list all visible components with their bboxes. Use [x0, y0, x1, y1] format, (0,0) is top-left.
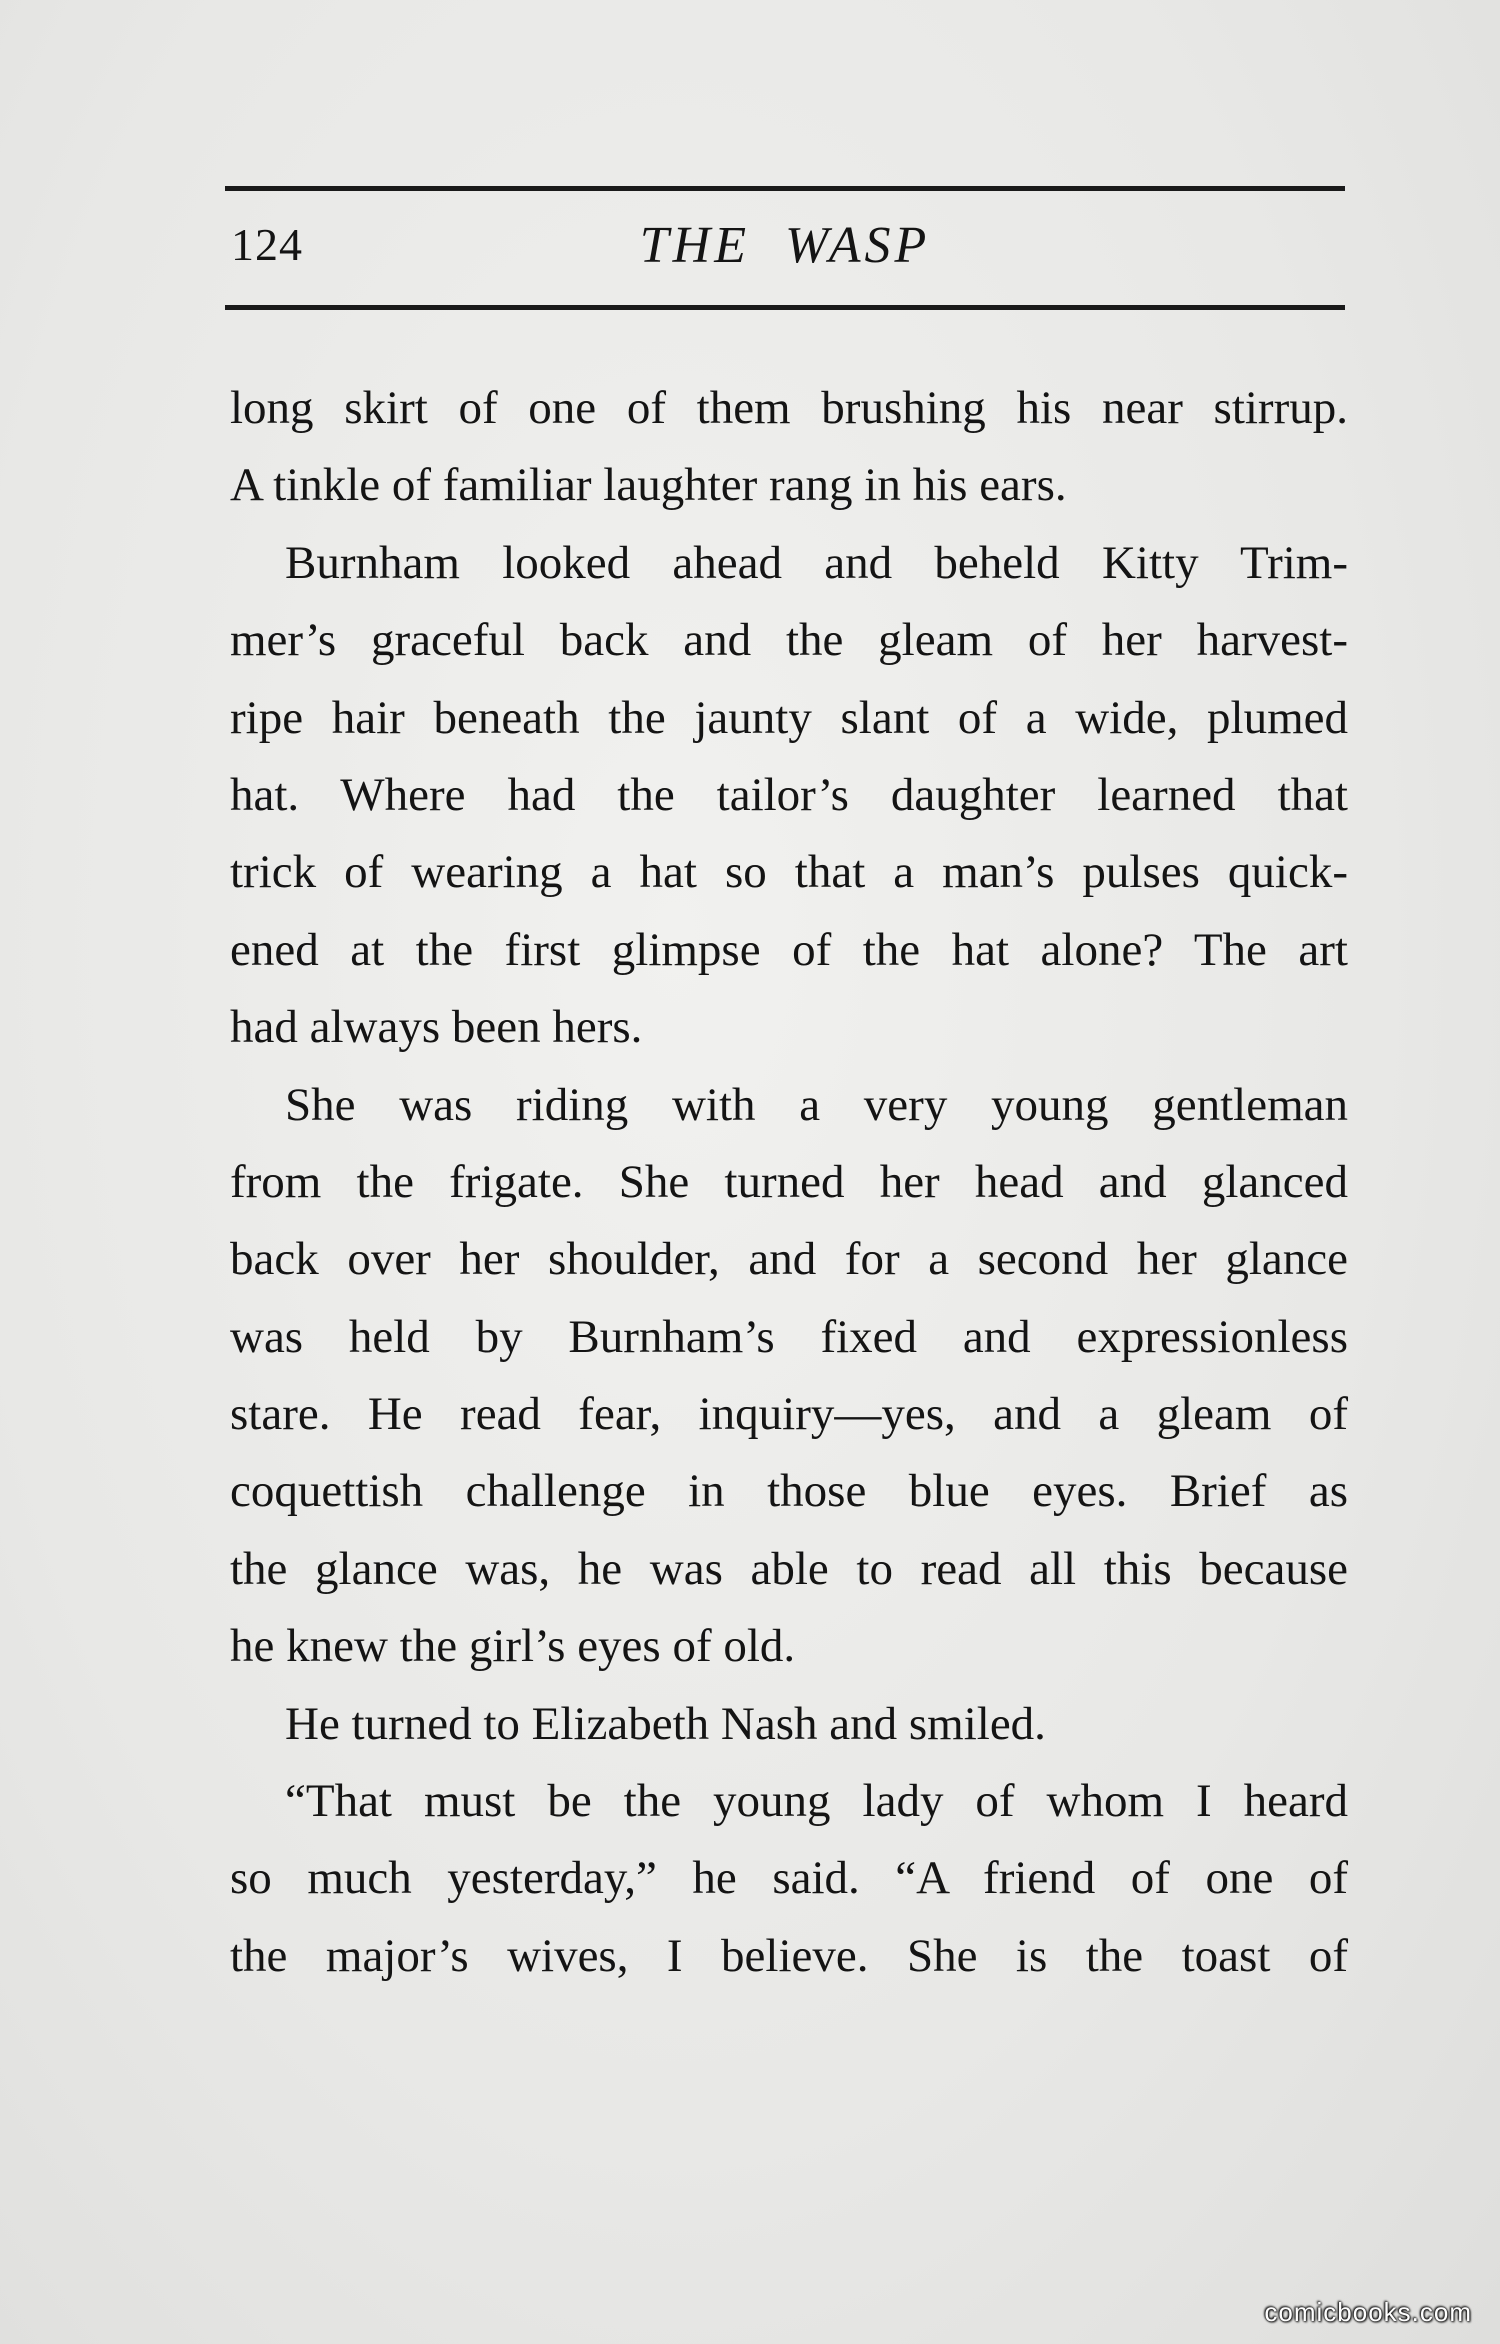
- text-line: hat. Where had the tailor’s daughter learned that: [230, 768, 1348, 821]
- text-line: ripe hair beneath the jaunty slant of a wide, plumed: [230, 691, 1348, 744]
- header-rule-bottom: [225, 305, 1345, 310]
- text-line: A tinkle of familiar laughter rang in his ears.: [230, 459, 1067, 512]
- text-line: trick of wearing a hat so that a man’s pulses quick-: [230, 846, 1348, 899]
- watermark: comicbooks.com: [1264, 2297, 1472, 2327]
- text-line: the glance was, he was able to read all this because: [230, 1542, 1348, 1595]
- running-header: [225, 212, 1345, 284]
- text-line: from the frigate. She turned her head and glanced: [230, 1155, 1348, 1208]
- text-line: stare. He read fear, inquiry—yes, and a gleam of: [230, 1388, 1348, 1441]
- body-text: [230, 370, 1348, 1995]
- text-line: He turned to Elizabeth Nash and smiled.: [285, 1697, 1046, 1750]
- text-line: had always been hers.: [230, 1001, 643, 1054]
- text-line: so much yesterday,” he said. “A friend of one of: [230, 1852, 1348, 1905]
- text-line: the major’s wives, I believe. She is the toast of: [230, 1929, 1348, 1982]
- text-line: ened at the first glimpse of the hat alone? The art: [230, 923, 1348, 976]
- text-line: he knew the girl’s eyes of old.: [230, 1620, 796, 1673]
- running-title: THE WASP: [639, 217, 931, 274]
- text-line: long skirt of one of them brushing his near stirrup.: [230, 382, 1348, 434]
- text-line: Burnham looked ahead and beheld Kitty Trim-: [285, 536, 1348, 589]
- text-line: coquettish challenge in those blue eyes. Brief as: [230, 1465, 1348, 1518]
- text-line: She was riding with a very young gentleman: [285, 1078, 1348, 1131]
- text-line: back over her shoulder, and for a second her glance: [230, 1233, 1348, 1286]
- page-number: 124: [231, 219, 303, 270]
- text-line: “That must be the young lady of whom I heard: [285, 1775, 1348, 1828]
- text-line: mer’s graceful back and the gleam of her harvest-: [230, 614, 1348, 667]
- text-line: was held by Burnham’s fixed and expressionless: [230, 1310, 1348, 1363]
- header-rule-top: [225, 186, 1345, 191]
